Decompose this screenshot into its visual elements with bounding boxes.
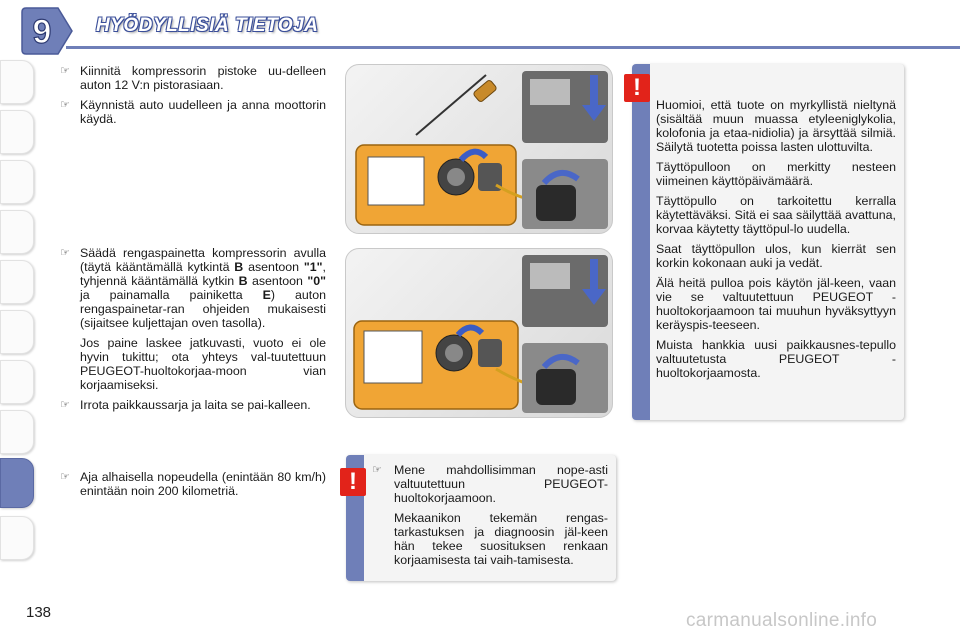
chapter-tab[interactable] [0,260,34,304]
warning-icon: ! [624,74,650,102]
warning-icon: ! [340,468,366,496]
page-number: 138 [26,604,52,621]
list-item: ☞ Kiinnitä kompressorin pistoke uu-delleen auton 12 V:n pistorasiaan. [60,64,326,92]
chapter-number: 9 [32,13,52,51]
chapter-tab[interactable] [0,310,34,354]
warning-text-repair [370,463,608,567]
watermark: carmanualsonline.info [686,610,878,631]
compressor-illustration-1 [345,64,613,234]
chapter-tab-active[interactable] [0,458,34,508]
hand-pointing-icon: ☞ [60,65,70,77]
warning-text-toxic: Huomioi, että tuote on myrkyllistä nieltynä (sisältää muun muassa etyleeniglykolia, kolofonia ja etaa-nidiolia) ja ärsyttää silmiä. Säilytä tuotetta poissa lasten ulottuvilta. Täyttöpulloon on merkitty nesteen viimeinen käyttöpäivämäärä. Täyttöpullo on tarkoitettu kerralla käytettäväksi. Sitä ei saa säilyttää avattuna, korvaa käytetty täyttöpul-lo uudella. Saat täyttöpullon ulos, kun kierrät sen korkin kokonaan auki ja vedät. Älä heitä pulloa pois käytön jäl-keen, vaan vie se valtuutettuun PEUGEOT -huoltokorjaamoon tai muuhun hyväksyttyyn keräyspis-teeseen. Muista hankkia uusi paikkausnes-tepullo valtuutetusta PEUGEOT -huoltokorjaamosta. [656,98,896,380]
hand-pointing-icon: ☞ [60,99,70,111]
hand-pointing-icon: ☞ [60,247,70,259]
note-paragraph: Jos paine laskee jatkuvasti, vuoto ei ole hyvin tukittu; ota yhteys val-tuutettuun PEUGEOT-huoltokorjaa-moon vian korjaamiseksi. [80,336,326,392]
chapter-tab[interactable] [0,160,34,204]
chapter-tab[interactable] [0,110,34,154]
instructions-group-3 [58,470,326,504]
page-title: HYÖDYLLISIÄ TIETOJA [96,15,319,36]
compressor-illustration-2 [345,248,613,418]
chapter-tab[interactable] [0,210,34,254]
chapter-tabs [0,60,34,580]
hand-pointing-icon: ☞ [60,399,70,411]
chapter-badge [18,6,74,56]
list-item: ☞ Käynnistä auto uudelleen ja anna moottorin käydä. [60,98,326,126]
chapter-tab[interactable] [0,60,34,104]
chapter-tab[interactable] [0,360,34,404]
list-item: ☞ Mene mahdollisimman nope-asti valtuutettuun PEUGEOT-huoltokorjaamoon. [372,463,608,505]
list-item: ☞ Irrota paikkaussarja ja laita se pai-kalleen. [60,398,311,412]
header-rule [66,46,960,49]
list-item: ☞ Aja alhaisella nopeudella (enintään 80 km/h) enintään noin 200 kilometriä. [60,470,326,498]
chapter-tab[interactable] [0,516,34,560]
list-item: ☞ Säädä rengaspainetta kompressorin avulla (täytä kääntämällä kytkintä B asentoon "1", tyhjennä kääntämällä kytkin B asentoon "0" ja painamalla painiketta E) auton rengaspainetar-ran ohjeiden mukaisesti (sijaitsee kuljettajan oven tasolla). [60,246,326,330]
warning-accent-bar [632,64,650,420]
hand-pointing-icon: ☞ [60,471,70,483]
chapter-tab[interactable] [0,410,34,454]
note-paragraph: Mekaanikon tekemän rengas-tarkastuksen ja diagnoosin jäl-keen hän tekee suosituksen renkaan korjaamisesta tai vaih-tamisesta. [394,511,608,567]
instructions-group-1 [58,64,326,132]
instructions-group-2 [58,246,326,418]
hand-pointing-icon: ☞ [372,464,382,476]
